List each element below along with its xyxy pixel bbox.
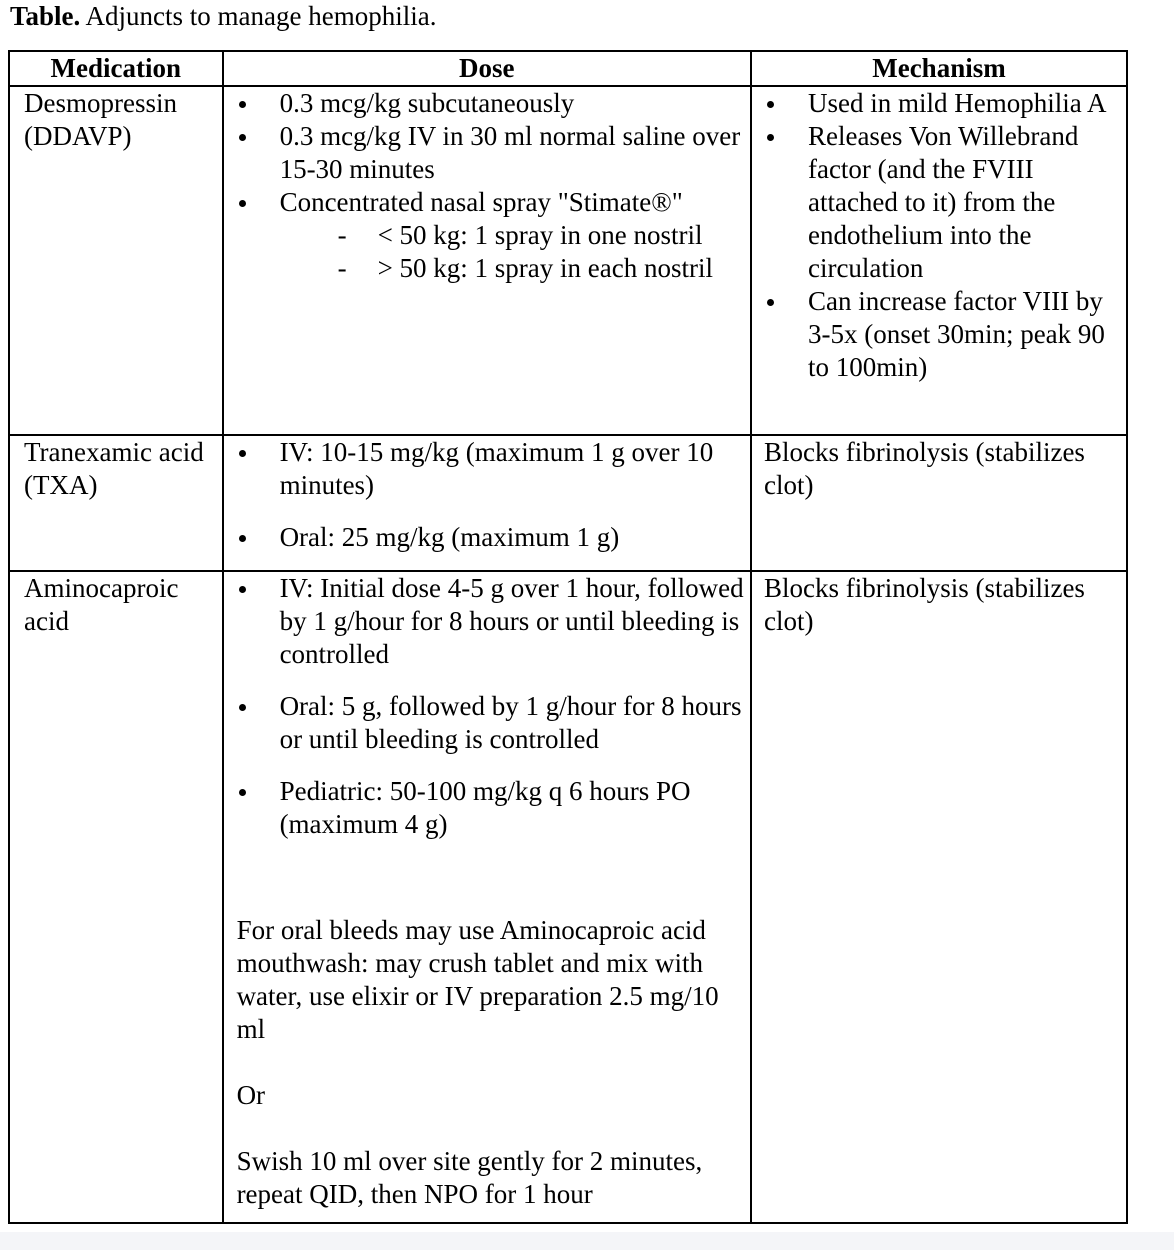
dose-item-text: Concentrated nasal spray "Stimate®"	[279, 187, 683, 217]
dose-item: IV: 10-15 mg/kg (maximum 1 g over 10 minutes)	[224, 436, 750, 502]
dose-list	[224, 87, 750, 285]
table-row	[9, 571, 1127, 1223]
dose-subitem: - < 50 kg: 1 spray in one nostril	[280, 219, 750, 252]
dose-cell	[223, 435, 751, 571]
dose-list	[224, 572, 750, 841]
medication-cell: Desmopressin (DDAVP)	[9, 86, 223, 435]
mechanism-cell	[751, 86, 1127, 435]
mechanism-item: Used in mild Hemophilia A	[752, 87, 1126, 120]
caption-text: Adjuncts to manage hemophilia.	[80, 1, 437, 31]
dose-subitem: - > 50 kg: 1 spray in each nostril	[280, 252, 750, 285]
dose-cell	[223, 86, 751, 435]
table-row	[9, 435, 1127, 571]
dose-item: Oral: 25 mg/kg (maximum 1 g)	[224, 521, 750, 554]
table-caption	[10, 0, 436, 33]
medication-cell: Aminocaproic acid	[9, 571, 223, 1223]
mechanism-item: Releases Von Willebrand factor (and the FVIII attached to it) from the endothelium into the circulation	[752, 120, 1126, 285]
dose-note: Swish 10 ml over site gently for 2 minutes, repeat QID, then NPO for 1 hour	[236, 1146, 703, 1209]
mechanism-list	[752, 87, 1126, 384]
mechanism-item: Can increase factor VIII by 3-5x (onset 30min; peak 90 to 100min)	[752, 285, 1126, 384]
header-mechanism: Mechanism	[751, 51, 1127, 86]
dose-item: Pediatric: 50-100 mg/kg q 6 hours PO (maximum 4 g)	[224, 775, 750, 841]
dose-cell	[223, 571, 751, 1223]
table-row	[9, 86, 1127, 435]
mechanism-cell: Blocks fibrinolysis (stabilizes clot)	[751, 435, 1127, 571]
header-row	[9, 51, 1127, 86]
header-medication: Medication	[9, 51, 223, 86]
dose-sublist	[280, 219, 750, 285]
dose-item: 0.3 mcg/kg subcutaneously	[224, 87, 750, 120]
dose-note: Or	[236, 1080, 266, 1110]
dose-item: Oral: 5 g, followed by 1 g/hour for 8 hours or until bleeding is controlled	[224, 690, 750, 756]
dose-item: IV: Initial dose 4-5 g over 1 hour, followed by 1 g/hour for 8 hours or until bleeding is controlled	[224, 572, 750, 671]
dose-item	[224, 186, 750, 285]
header-dose: Dose	[223, 51, 751, 86]
mechanism-cell: Blocks fibrinolysis (stabilizes clot)	[751, 571, 1127, 1223]
dose-list	[224, 436, 750, 554]
adjuncts-table	[8, 50, 1128, 1224]
dose-item: 0.3 mcg/kg IV in 30 ml normal saline over 15-30 minutes	[224, 120, 750, 186]
table-container	[8, 50, 1128, 1224]
medication-cell: Tranexamic acid (TXA)	[9, 435, 223, 571]
dose-note: For oral bleeds may use Aminocaproic acid mouthwash: may crush tablet and mix with water, use elixir or IV preparation 2.5 mg/10 ml	[236, 915, 719, 1044]
page-bottom-band	[0, 1232, 1174, 1250]
caption-label: Table.	[10, 1, 81, 31]
